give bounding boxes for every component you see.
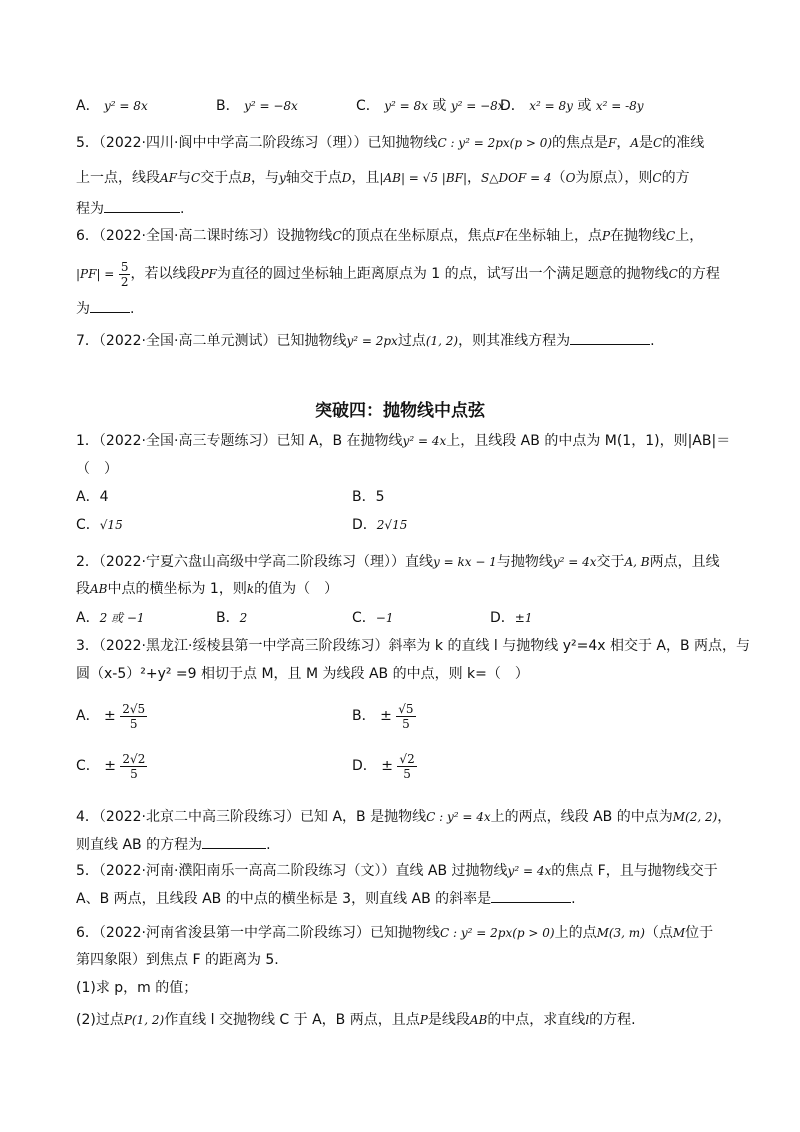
question-b2-line1 [76,552,736,572]
math-expression: y² = 8x [384,99,428,113]
question-5a-line1 [76,133,736,153]
question-text: 程为 [76,201,104,217]
math-expression: PF [200,267,217,281]
math-expression: B [242,171,252,185]
question-text: ，且 [351,170,380,186]
fraction-numerator: 2√2 [122,751,146,766]
question-text: 为原点），则 [575,170,653,186]
option-d [352,748,417,784]
plus-minus: ± [104,758,116,774]
question-b2-line2 [76,579,736,599]
question-text: 中点的横坐标为 1，则 [107,581,247,597]
question-text: 交于 [596,554,625,570]
fraction-numerator: 5 [120,259,129,274]
question-text: 的方程. [589,1012,636,1028]
question-text: 上， [675,228,704,244]
math-expression: O [565,171,576,185]
question-text: （2022·北京二中高三阶段练习）已知 A，B 是抛物线 [98,809,427,825]
option-label: A． [76,610,100,626]
math-expression: l [585,1013,590,1027]
question-text: 上一点，线段 [76,170,160,186]
option-label: C． [352,610,376,626]
question-text: （2022·河南·濮阳南乐一高高二阶段练习（文））直线 AB 过抛物线 [98,863,508,879]
option-a [76,608,145,628]
math-expression: y [279,171,286,185]
question-text: ， [467,170,482,186]
fraction-denominator: 5 [402,716,410,731]
math-expression: F [608,136,617,150]
math-expression: C : y² = 2px(p > 0) [437,136,553,150]
question-text: （ [551,170,566,186]
option-label: B． [352,708,376,724]
option-b [216,96,298,116]
question-text: ， [717,809,732,825]
fraction [396,702,415,731]
option-label: B． [216,98,240,114]
question-number: 7． [76,333,99,349]
question-number: 5． [76,863,99,879]
conjunction: 或 [432,98,447,114]
math-expression: M [672,926,686,940]
math-expression: C [191,171,201,185]
question-number: 6． [76,925,99,941]
math-expression: AB [90,582,108,596]
question-text: 交于点 [200,170,243,186]
question-text: . [571,891,576,907]
math-expression: D [341,171,352,185]
question-text: 轴交于点 [285,170,342,186]
math-expression: C [653,136,663,150]
question-6a-line1 [76,226,736,246]
math-expression: C [666,229,676,243]
question-text: ，若以线段 [130,266,201,282]
question-text: 的方 [661,170,690,186]
question-text: （2022·河南省浚县第一中学高二阶段练习）已知抛物线 [98,925,440,941]
math-expression: |PF| = [76,267,115,281]
question-text: 的焦点是 [552,135,609,151]
question-b4-line1 [76,807,736,827]
fraction-denominator: 5 [403,766,411,781]
math-expression: M(3, m) [596,926,645,940]
plus-minus: ± [381,758,393,774]
question-number: 5． [76,135,99,151]
option-label: D． [500,98,525,114]
plus-minus: ± [380,708,392,724]
question-b1-line1 [76,431,736,451]
question-text: 与抛物线 [496,554,553,570]
math-expression: A [630,136,640,150]
math-expression: y² = 2px [346,334,398,348]
question-text: . [266,837,271,853]
question-b6-line2: 第四象限）到焦点 F 的距离为 5. [76,952,279,968]
question-text: 的焦点 F，且与抛物线交于 [551,863,718,879]
question-text: 则直线 AB 的方程为 [76,837,203,853]
option-label: A． [76,708,100,724]
math-expression: M(2, 2) [672,810,718,824]
question-text: 为直径的圆过坐标轴上距离原点为 1 的点，试写出一个满足题意的抛物线 [216,266,669,282]
question-text: . [180,201,185,217]
question-number: 1． [76,433,99,449]
question-b4-line2 [76,834,736,855]
question-text: 的方程 [677,266,720,282]
question-text: 位于 [685,925,714,941]
option-b [352,698,416,734]
question-text: 是 [639,135,654,151]
section-heading: 突破四：抛物线中点弦 [315,401,485,421]
math-expression: S△DOF = 4 [481,171,552,185]
question-b6-part1: (1)求 p，m 的值； [76,980,198,996]
question-b3-line2: 圆（x-5）²+y² =9 相切于点 M，且 M 为线段 AB 的中点，则 k=（ ） [76,666,529,682]
answer-blank[interactable] [90,298,130,313]
question-text: 在坐标轴上，点 [503,228,602,244]
math-expression: y² = 8x [104,99,148,113]
math-expression: x² = 8y [529,99,573,113]
math-expression: |AB| = √5 |BF| [379,171,468,185]
option-label: C． [76,758,100,774]
math-expression: k [246,582,255,596]
question-text: A、B 两点，且线段 AB 的中点的横坐标是 3，则直线 AB 的斜率是 [76,891,492,907]
option-b [216,608,247,628]
math-expression: C [668,267,678,281]
question-text: （点 [644,925,673,941]
fraction [120,752,147,781]
math-expression: y² = 4x [552,555,597,569]
question-text: （2022·宁夏六盘山高级中学高二阶段练习（理））直线 [98,554,433,570]
math-expression: A, B [624,555,650,569]
question-text: ，与 [251,170,280,186]
question-text: 为 [76,301,90,317]
math-expression: AB [469,1013,488,1027]
question-text: 的准线 [662,135,705,151]
question-b6-line1 [76,923,736,943]
question-text: 的值为（ ） [254,581,339,597]
question-text: 上，且线段 AB 的中点为 M(1，1)，则|AB|＝ [446,433,731,449]
option-c [352,608,393,628]
math-expression: (1, 2) [425,334,459,348]
math-expression: P(1, 2) [123,1013,165,1027]
question-6a-line2 [76,259,736,289]
fraction-numerator: √2 [399,751,415,766]
option-label: B． [216,610,240,626]
math-expression: y² = −8x [450,99,505,113]
option-label: C． [356,98,380,114]
question-text: 的中点，求直线 [487,1012,586,1028]
question-b6-part2 [76,1010,736,1030]
question-text: 过点 [397,333,426,349]
question-text: 与 [177,170,191,186]
question-text: 作直线 l 交抛物线 C 于 A，B 两点，且点 [164,1012,420,1028]
math-expression: y² = 4x [507,864,552,878]
option-a [76,698,147,734]
math-expression: 2√15 [376,518,408,532]
question-text: 段 [76,581,90,597]
fraction-denominator: 5 [129,716,138,731]
answer-blank[interactable] [202,834,266,849]
question-text: ，则其准线方程为 [458,333,571,349]
question-b1-paren: （ ） [76,461,118,477]
question-b3-line1 [76,636,751,656]
math-expression: y² = −8x [244,99,298,113]
question-7a [76,330,736,351]
question-5a-line3 [76,198,736,219]
question-text: 的顶点在坐标原点，焦点 [341,228,496,244]
option-d [352,515,407,535]
question-text: （2022·全国·高二课时练习）设抛物线 [98,228,333,244]
math-expression: 2 或 −1 [99,611,145,625]
option-label: A． [76,98,100,114]
question-b5-line2 [76,888,736,909]
option-c [76,748,147,784]
question-number: 3． [76,638,99,654]
plus-minus: ± [104,708,116,724]
option-label: C． [76,517,100,533]
question-b5-line1 [76,861,736,881]
option-label: D． [352,758,377,774]
answer-blank[interactable] [491,888,571,903]
math-expression: y = kx − 1 [433,555,497,569]
option-label: D． [352,517,377,533]
math-expression: C : y² = 2px(p > 0) [440,926,555,940]
fraction [120,702,147,731]
question-text: 是线段 [427,1012,470,1028]
fraction-numerator: 2√5 [122,701,146,716]
option-b: B．5 [352,489,385,505]
question-text: （2022·黑龙江·绥棱县第一中学高三阶段练习）斜率为 k 的直线 l 与抛物线 y²=4x 相交于 A，B 两点，与 [98,638,751,654]
math-expression: P [419,1013,428,1027]
math-expression: C [652,171,662,185]
question-text: 在抛物线 [610,228,667,244]
question-text: 上的点 [554,925,597,941]
question-text: （2022·四川·阆中中学高二阶段练习（理））已知抛物线 [98,135,438,151]
question-text: （2022·全国·高二单元测试）已知抛物线 [98,333,347,349]
math-expression: P [601,229,611,243]
question-text: (2)过点 [76,1012,124,1028]
math-expression: x² = -8y [595,99,644,113]
fraction [119,260,131,289]
option-d [500,96,644,116]
question-number: 6． [76,228,99,244]
math-expression: 2 [239,611,248,625]
option-d [490,608,532,628]
question-text: 两点，且线 [649,554,720,570]
option-c [356,96,505,116]
fraction-denominator: 5 [130,766,138,781]
question-text: . [130,301,135,317]
fraction-numerator: √5 [398,701,414,716]
question-text: ， [616,135,631,151]
question-6a-line3 [76,298,736,319]
question-text: 上的两点，线段 AB 的中点为 [490,809,673,825]
math-expression: ±1 [514,611,533,625]
question-5a-line2 [76,168,736,188]
math-expression: F [495,229,504,243]
answer-blank[interactable] [570,330,650,345]
option-c [76,515,123,535]
math-expression: −1 [375,611,394,625]
math-expression: C [332,229,342,243]
answer-blank[interactable] [104,198,180,213]
question-number: 4． [76,809,99,825]
option-a [76,96,148,116]
option-label: D． [490,610,515,626]
math-expression: AF [160,171,177,185]
math-expression: y² = 4x [402,434,447,448]
fraction [397,752,416,781]
conjunction: 或 [577,98,592,114]
question-text: （2022·全国·高三专题练习）已知 A，B 在抛物线 [98,433,403,449]
question-text: . [650,333,655,349]
question-number: 2． [76,554,99,570]
option-a: A．4 [76,489,109,505]
fraction-denominator: 2 [120,274,129,289]
math-expression: √15 [99,518,123,532]
math-expression: C : y² = 4x [426,810,491,824]
